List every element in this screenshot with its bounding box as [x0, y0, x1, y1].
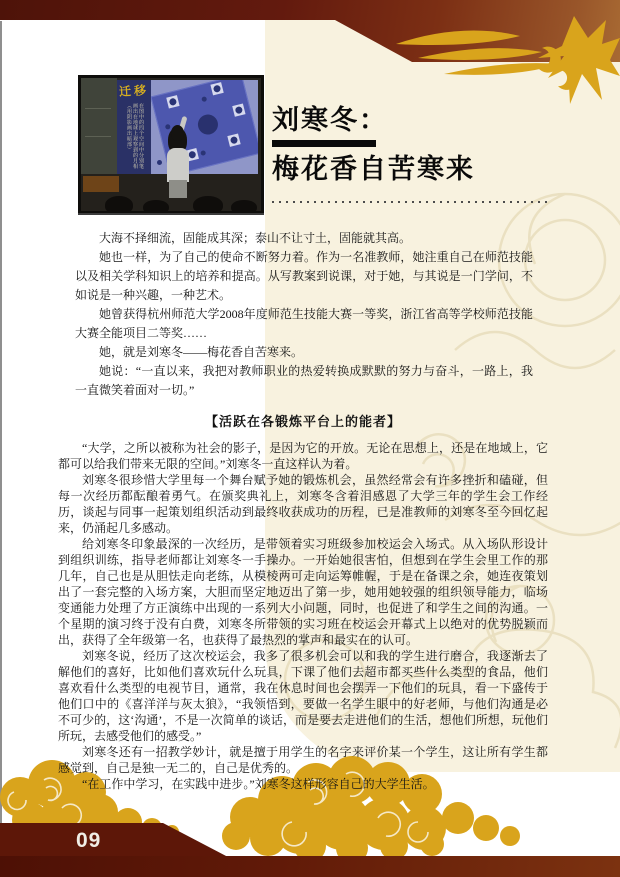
- student-head: [105, 196, 133, 214]
- paragraph: 她说：“一直以来，我把对教师职业的热爱转换成默默的努力与奋斗，一路上，我一直微笑着面对一切。”: [75, 364, 533, 397]
- title-subtitle: 梅花香自苦寒来: [272, 154, 475, 184]
- slide-title: 迁移: [118, 83, 150, 99]
- student-head: [231, 200, 257, 214]
- paragraph: 她曾获得杭州师范大学2008年度师范生技能大赛一等奖，浙江省高等学校师范技能大赛全能项目二等奖……: [75, 307, 533, 340]
- student-head: [193, 196, 223, 214]
- section-paragraphs: [58, 440, 548, 792]
- student-head: [143, 200, 169, 214]
- flame-ornament-icon: [392, 10, 620, 106]
- paragraph: 给刘寒冬印象最深的一次经历，是带领着实习班级参加校运会入场式。从入场队形设计到组织训练，指导老师都让刘寒冬一手操办。一开始她很害怕，但想到在学生会里工作的那几年，自己也是从胆怯走向老练，从模棱两可走向运筹帷幄，于是在备课之余，她连夜策划出了一套完整的入场方案，大胆而坚定地迈出了第一步，她用她较强的组织领导能力，临场变通能力处理了方正演练中出现的一系列大小问题，同时，也促进了和学生之间的沟通。一个星期的演习终于没有白费，刘寒冬所带领的实习班在校运会开幕式上以绝对的优势脱颖而出，获得了全年级第一名，也获得了最热烈的掌声和最实在的认可。: [58, 537, 548, 647]
- section-heading: 【活跃在各锻炼平台上的能者】: [204, 414, 401, 429]
- paragraph: 她也一样，为了自己的使命不断努力着。作为一名准教师，她注重自己在师范技能以及相关学科知识上的培养和提高。从写教案到说课，对于她，与其说是一门学问，不如说是一种兴趣，一种艺术。: [75, 250, 533, 302]
- slide-sidebar: [117, 80, 151, 174]
- photo-underline: [78, 213, 264, 215]
- paragraph: “在工作中学习，在实践中进步。”刘寒冬这样形容自己的大学生活。: [82, 777, 435, 791]
- paragraph: 刘寒冬很珍惜大学里每一个舞台赋予她的锻炼机会，虽然经常会有许多挫折和磕碰，但每一次经历都酝酿着勇气。在颁奖典礼上，刘寒冬含着泪感恩了大学三年的学生会工作经历，谈起与同事一起策划组织活动到最终收获成功的历程，已是准教师的刘寒冬至今回忆起来，仍涌起几多感动。: [58, 473, 548, 535]
- paragraph: 刘寒冬还有一招教学妙计，就是擅于用学生的名字来评价某一个学生，这让所有学生都感觉到，自己是独一无二的，自己是优秀的。: [58, 745, 548, 775]
- paragraph: 她，就是刘寒冬——梅花香自苦寒来。: [99, 345, 304, 359]
- classroom-desk: [83, 176, 119, 192]
- paragraph: 刘寒冬说，经历了这次校运会，我多了很多机会可以和我的学生进行磨合，我逐渐去了解他们的喜好，比如他们喜欢玩什么玩具，下课了他们去超市都买些什么类型的食品，他们喜欢看什么类型的电视节目，通常，我在休息时间也会摆弄一下他们的玩具，看一下盛传于他们口中的《喜洋洋与灰太狼》，“我领悟到，要做一名学生眼中的好老师，与他们沟通是必不可少的，这‘沟通’，不是一次简单的谈话，而是要去走进他们的生活，想他们所想，玩他们所玩，去感受他们的感受。”: [58, 649, 548, 743]
- paragraph: “大学，之所以被称为社会的影子，是因为它的开放。无论在思想上，还是在地域上，它都可以给我们带来无限的空间。”刘寒冬一直这样认为着。: [58, 441, 548, 471]
- left-border-line: [0, 21, 2, 823]
- intro-paragraphs: [75, 229, 533, 400]
- footer-strip: [0, 856, 620, 877]
- page-number: 09: [76, 829, 102, 852]
- dotted-divider: [272, 201, 552, 203]
- article-photo: [78, 75, 264, 214]
- slide-note-text: 在图中的四个空间中分别笔画出在地球上观察到的月相（用阴影画出暗部）: [126, 103, 143, 169]
- paragraph: 大海不择细流，固能成其深；泰山不让寸土，固能就其高。: [99, 231, 412, 245]
- title-name: 刘寒冬：: [272, 105, 388, 135]
- article-title: [272, 106, 475, 183]
- title-underline-bar: [272, 140, 376, 147]
